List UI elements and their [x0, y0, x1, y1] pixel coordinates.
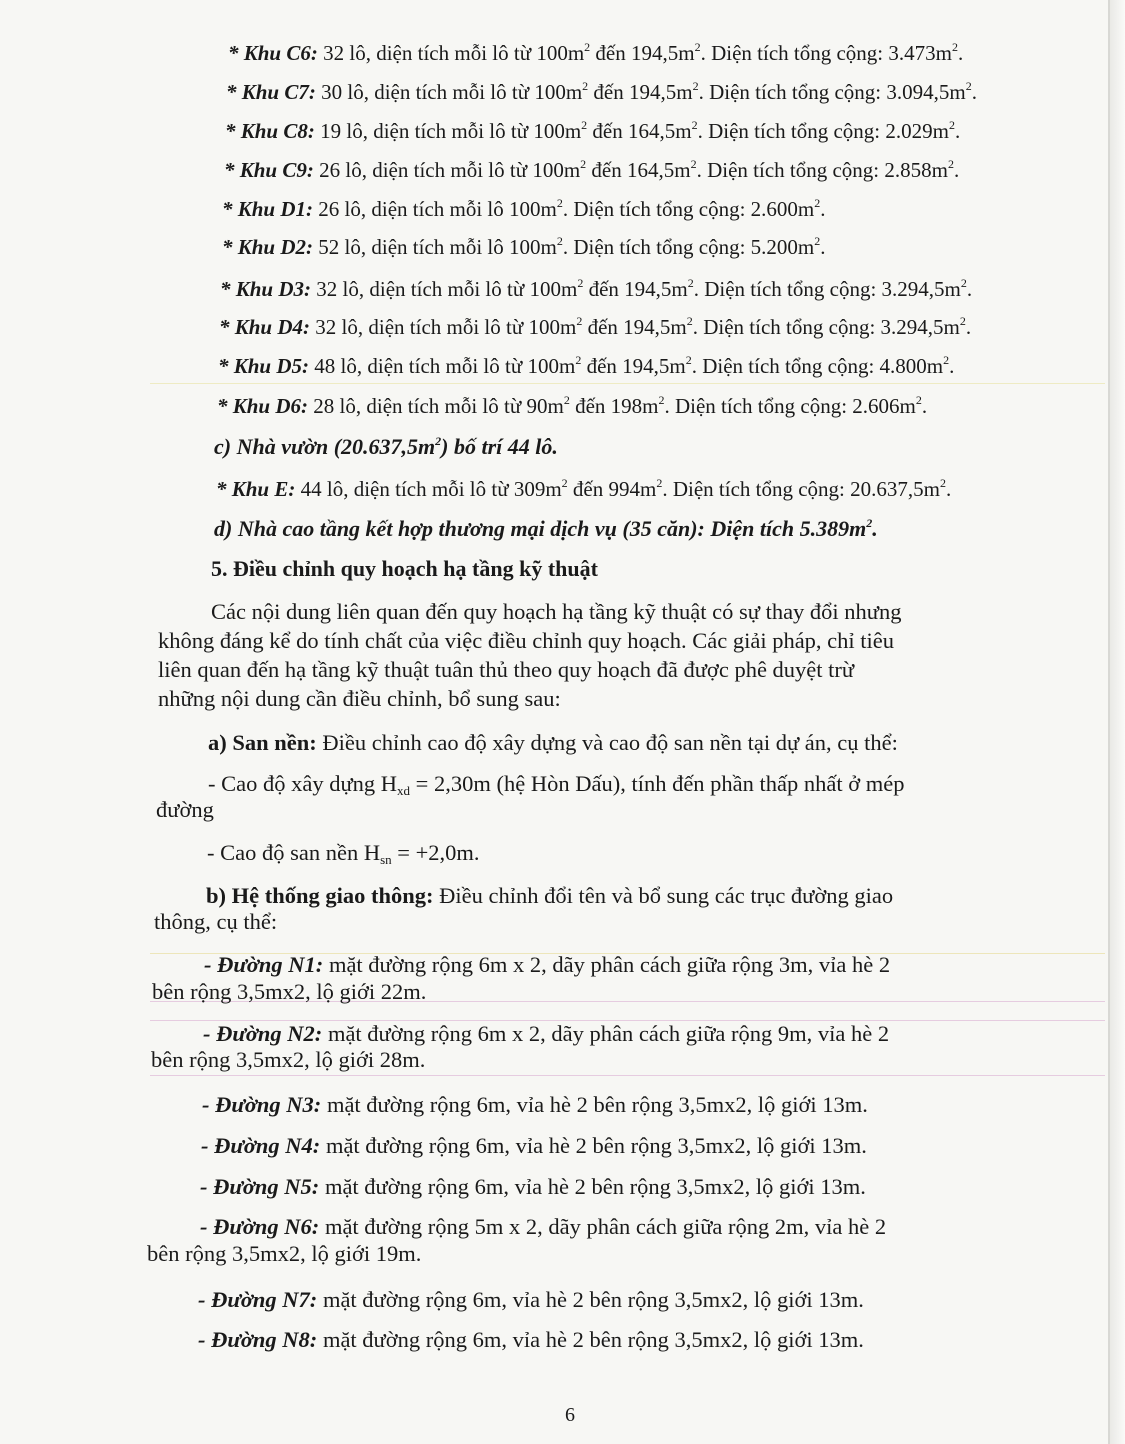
- zone-line-c8: * Khu C8: 19 lô, diện tích mỗi lô từ $100m^2$ đến $164,5m^2$. Diện tích tổng cộng: $2.029m^2$.: [225, 118, 961, 143]
- road-n1-cont: bên rộng 3,5mx2, lộ giới 22m.: [152, 979, 427, 1004]
- zone-line-e: * Khu E: 44 lô, diện tích mỗi lô từ $309m^2$ đến $994m^2$. Diện tích tổng cộng: $20.637,5m^2$.: [216, 476, 952, 501]
- road-n1: - Đường N1: mặt đường rộng 6m x 2, dãy phân cách giữa rộng 3m, vỉa hè 2: [204, 952, 891, 977]
- section-5-para-line: Các nội dung liên quan đến quy hoạch hạ tầng kỹ thuật có sự thay đổi nhưng: [211, 599, 902, 624]
- zone-line-c7: * Khu C7: 30 lô, diện tích mỗi lô từ $100m^2$ đến $194,5m^2$. Diện tích tổng cộng: $3.094,5m^2$.: [226, 79, 977, 104]
- zone-line-d2: * Khu D2: 52 lô, diện tích mỗi lô $100m^2$. Diện tích tổng cộng: $5.200m^2$.: [222, 234, 826, 259]
- zone-line-d1: * Khu D1: 26 lô, diện tích mỗi lô $100m^2$. Diện tích tổng cộng: $2.600m^2$.: [222, 196, 826, 221]
- road-n2: - Đường N2: mặt đường rộng 6m x 2, dãy phân cách giữa rộng 9m, vỉa hè 2: [203, 1021, 890, 1046]
- zone-line-d5: * Khu D5: 48 lô, diện tích mỗi lô từ $100m^2$ đến $194,5m^2$. Diện tích tổng cộng: $4.800m^2$.: [218, 353, 955, 378]
- road-n8: - Đường N8: mặt đường rộng 6m, vỉa hè 2 bên rộng 3,5mx2, lộ giới 13m.: [198, 1327, 864, 1352]
- road-n2-cont: bên rộng 3,5mx2, lộ giới 28m.: [151, 1047, 426, 1072]
- zone-line-d3: * Khu D3: 32 lô, diện tích mỗi lô từ $100m^2$ đến $194,5m^2$. Diện tích tổng cộng: $3.294,5m^2$.: [220, 276, 973, 301]
- section-5-para-line: liên quan đến hạ tầng kỹ thuật tuân thủ theo quy hoạch đã được phê duyệt trừ: [158, 657, 855, 682]
- heading-c-garden-houses: c) Nhà vườn $(20.637,5m^2)$ bố trí 44 lô.: [214, 434, 558, 459]
- traffic-system-cont: thông, cụ thể:: [154, 909, 278, 934]
- section-5-title: 5. Điều chỉnh quy hoạch hạ tầng kỹ thuật: [211, 556, 598, 581]
- san-nen-line: a) San nền: Điều chỉnh cao độ xây dựng và cao độ san nền tại dự án, cụ thể:: [208, 730, 898, 755]
- construction-level-cont: đường: [156, 797, 214, 822]
- traffic-system-line: b) Hệ thống giao thông: Điều chỉnh đổi tên và bổ sung các trục đường giao: [206, 883, 894, 908]
- construction-level-item: - Cao độ xây dựng $H_{xd} = 2,30m$ (hệ Hòn Dấu), tính đến phần thấp nhất ở mép: [208, 771, 905, 798]
- page-number: 6: [565, 1404, 575, 1426]
- road-n4: - Đường N4: mặt đường rộng 6m, vỉa hè 2 bên rộng 3,5mx2, lộ giới 13m.: [201, 1133, 867, 1158]
- page-edge: [1110, 0, 1125, 1444]
- section-5-para-line: không đáng kể do tính chất của việc điều chỉnh quy hoạch. Các giải pháp, chỉ tiêu: [158, 628, 895, 653]
- zone-line-d4: * Khu D4: 32 lô, diện tích mỗi lô từ $100m^2$ đến $194,5m^2$. Diện tích tổng cộng: $3.294,5m^2$.: [219, 314, 972, 339]
- zone-line-d6: * Khu D6: 28 lô, diện tích mỗi lô từ $90m^2$ đến $198m^2$. Diện tích tổng cộng: $2.606m^2$.: [217, 393, 928, 418]
- heading-d-high-rise: d) Nhà cao tầng kết hợp thương mại dịch vụ (35 căn): Diện tích $5.389m^2$.: [214, 516, 878, 541]
- leveling-item: - Cao độ san nền $H_{sn} = +2,0m$.: [207, 840, 480, 867]
- road-n3: - Đường N3: mặt đường rộng 6m, vỉa hè 2 bên rộng 3,5mx2, lộ giới 13m.: [202, 1092, 868, 1117]
- bleed-line: [150, 383, 1105, 384]
- zone-line-c6: * Khu C6: 32 lô, diện tích mỗi lô từ $100m^2$ đến $194,5m^2$. Diện tích tổng cộng: $3.473m^2$.: [228, 40, 964, 65]
- road-n7: - Đường N7: mặt đường rộng 6m, vỉa hè 2 bên rộng 3,5mx2, lộ giới 13m.: [198, 1287, 864, 1312]
- zone-line-c9: * Khu C9: 26 lô, diện tích mỗi lô từ $100m^2$ đến $164,5m^2$. Diện tích tổng cộng: $2.858m^2$.: [224, 157, 960, 182]
- road-n6: - Đường N6: mặt đường rộng 5m x 2, dãy phân cách giữa rộng 2m, vỉa hè 2: [200, 1214, 887, 1239]
- road-n6-cont: bên rộng 3,5mx2, lộ giới 19m.: [147, 1241, 422, 1266]
- bleed-line: [150, 1075, 1105, 1076]
- road-n5: - Đường N5: mặt đường rộng 6m, vỉa hè 2 bên rộng 3,5mx2, lộ giới 13m.: [200, 1174, 866, 1199]
- section-5-para-line: những nội dung cần điều chỉnh, bổ sung sau:: [158, 686, 561, 711]
